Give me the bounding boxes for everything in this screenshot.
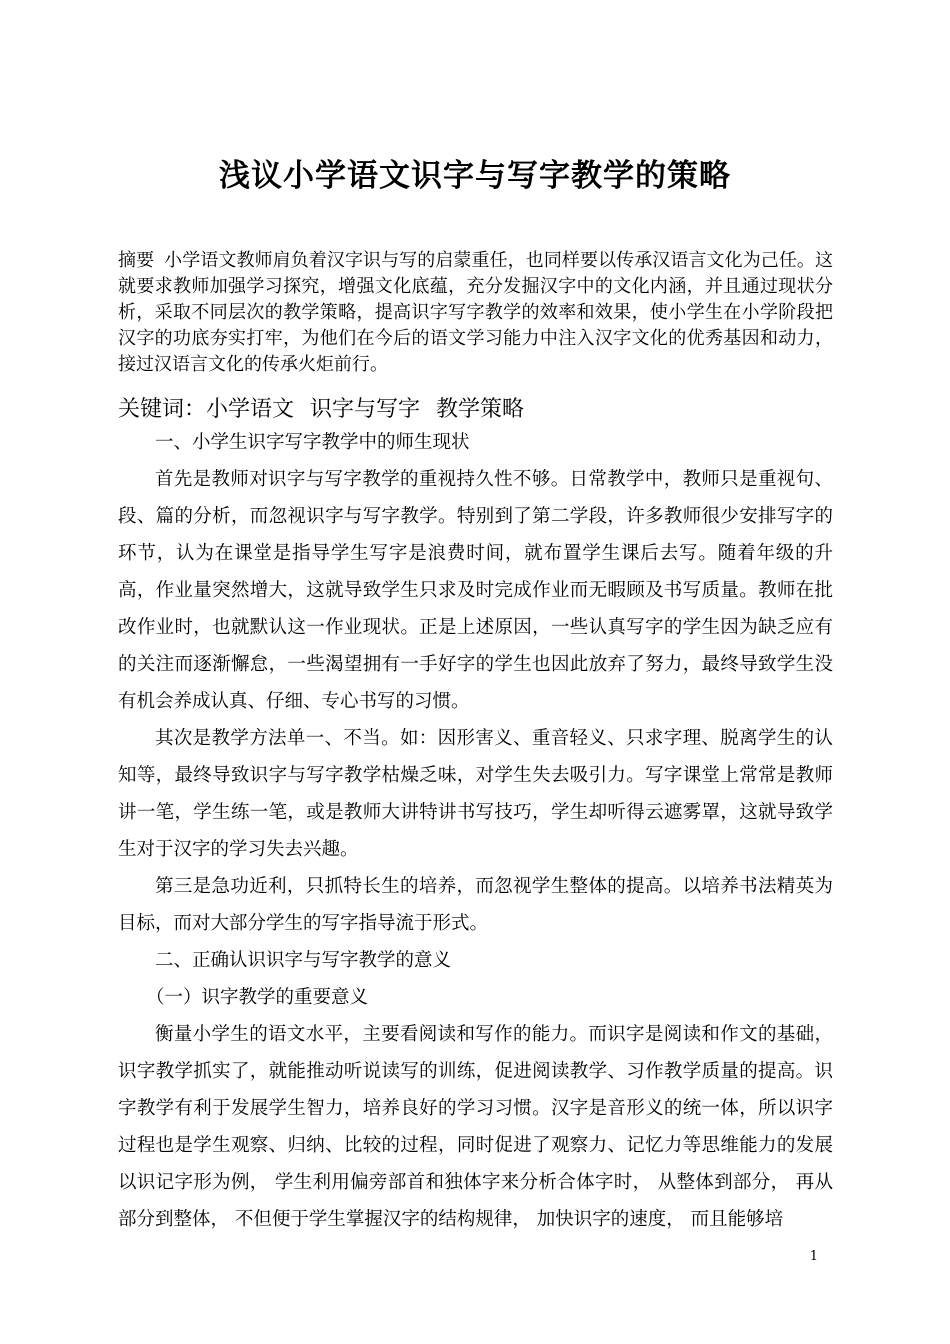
paragraph-1: 首先是教师对识字与写字教学的重视持久性不够。日常教学中，教师只是重视句、段、篇的分析，而忽视识字与写字教学。特别到了第二学段，许多教师很少安排写字的环节，认为在课堂是指导学生写字是浪费时间，就布置学生课后去写。随着年级的升高，作业量突然增大，这就导致学生只求及时完成作业而无暇顾及书写质量。教师在批改作业时，也就默认这一作业现状。正是上述原因，一些认真写字的学生因为缺乏应有的关注而逐渐懈怠，一些渴望拥有一手好字的学生也因此放弃了努力，最终导致学生没有机会养成认真、仔细、专心书写的习惯。 [118,469,833,712]
keyword-1: 小学语文 [206,397,295,422]
paragraph-3: 第三是急功近利，只抓特长生的培养，而忽视学生整体的提高。以培养书法精英为目标，而对大部分学生的写字指导流于形式。 [118,876,833,934]
keyword-3: 教学策略 [436,397,525,422]
page-number: 1 [809,1249,818,1264]
section-heading-2: 二、正确认识识字与写字教学的意义 [155,950,452,971]
subsection-heading-1: （一）识字教学的重要意义 [146,987,369,1008]
document-title: 浅议小学语文识字与写字教学的策略 [219,158,731,194]
keywords-label: 关键词： [118,397,207,422]
abstract [118,248,833,378]
abstract-label: 摘要 [118,250,155,271]
keywords-line [118,396,833,424]
paragraph-2: 其次是教学方法单一、不当。如：因形害义、重音轻义、只求字理、脱离学生的认知等，最终导致识字与写字教学枯燥乏味，对学生失去吸引力。写字课堂上常常是教师讲一笔，学生练一笔，或是教师大讲特讲书写技巧，学生却听得云遮雾罩，这就导致学生对于汉字的学习失去兴趣。 [118,728,833,860]
keyword-2: 识字与写字 [310,397,421,422]
body-text [118,424,833,1238]
paragraph-4: 衡量小学生的语文水平，主要看阅读和写作的能力。而识字是阅读和作文的基础，识字教学抓实了，就能推动听说读写的训练，促进阅读教学、习作教学质量的提高。识字教学有利于发展学生智力，培养良好的学习习惯。汉字是音形义的统一体，所以识字过程也是学生观察、归纳、比较的过程，同时促进了观察力、记忆力等思维能力的发展以识记字形为例， 学生利用偏旁部首和独体字来分析合体字时， 从整体到部分， 再从部分到整体， 不但便于学生掌握汉字的结构规律， 加快识字的速度， 而且能够培 [118,1024,833,1230]
abstract-text: 小学语文教师肩负着汉字识与写的启蒙重任，也同样要以传承汉语言文化为己任。这就要求教师加强学习探究，增强文化底蕴，充分发掘汉字中的文化内涵，并且通过现状分析，采取不同层次的教学策略，提高识字写字教学的效率和效果，使小学生在小学阶段把汉字的功底夯实打牢，为他们在今后的语文学习能力中注入汉字文化的优秀基因和动力，接过汉语言文化的传承火炬前行。 [118,250,834,375]
section-heading-1: 一、小学生识字写字教学中的师生现状 [155,432,470,453]
